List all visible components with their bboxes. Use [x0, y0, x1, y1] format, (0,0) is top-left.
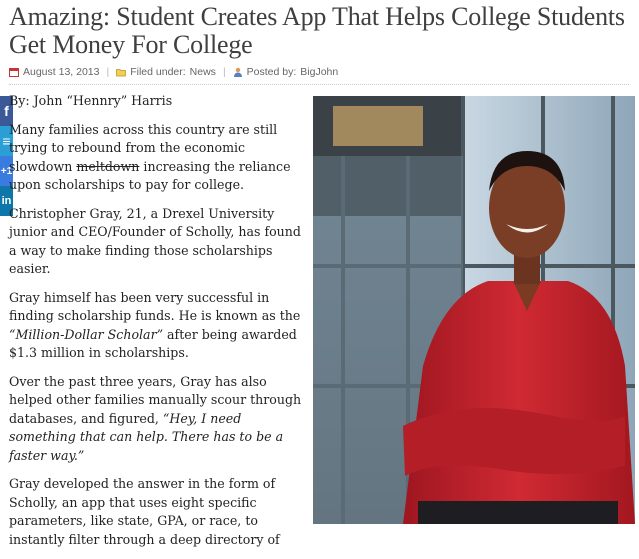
- calendar-icon: [9, 67, 19, 77]
- byline: By: John “Hennry” Harris: [9, 93, 173, 108]
- linkedin-icon: in: [1, 195, 12, 207]
- user-icon: [233, 67, 243, 77]
- struck-word: meltdown: [76, 158, 140, 174]
- facebook-icon: f: [4, 103, 9, 119]
- post-meta: [9, 66, 338, 78]
- paragraph: Christopher Gray, 21, a Drexel University junior and CEO/Founder of Scholly, has found a way to make finding those scholarships easier.: [9, 205, 301, 276]
- category-link[interactable]: News: [189, 66, 216, 78]
- article-body: [9, 92, 307, 559]
- article-title[interactable]: Amazing: Student Creates App That Helps College Students Get Money For College: [9, 2, 625, 59]
- paragraph: Many families across this country are still trying to rebound from the economic slowdown meltdown increasing the reliance upon scholarships to pay for college.: [9, 121, 291, 192]
- quote: “Hey, I need something that can help. There has to be a faster way.”: [9, 410, 284, 463]
- post-date: August 13, 2013: [23, 66, 100, 78]
- article-photo: [313, 96, 635, 524]
- student-photo-illustration: [313, 96, 635, 524]
- filed-under-label: Filed under:: [130, 66, 186, 78]
- meta-separator: |: [106, 66, 110, 78]
- paragraph: Gray himself has been very successful in finding scholarship funds. He is known as the “Million-Dollar Scholar” after being awarded $1.3 million in scholarships.: [9, 289, 301, 360]
- meta-divider: [9, 84, 629, 85]
- meta-separator: |: [222, 66, 226, 78]
- share-icon: ≡: [2, 133, 11, 149]
- author-link[interactable]: BigJohn: [300, 66, 339, 78]
- posted-by-label: Posted by:: [246, 66, 297, 78]
- folder-icon: [116, 67, 126, 77]
- paragraph: Gray developed the answer in the form of Scholly, an app that uses eight specific parameters, like state, GPA, or race, to instantly filter through a deep directory of: [9, 476, 280, 547]
- quote: “Million-Dollar Scholar”: [9, 326, 164, 342]
- google-plus-icon: +1: [0, 165, 13, 177]
- paragraph: Over the past three years, Gray has also helped other families manually scour through databases, and figured, “Hey, I need something that can help. There has to be a faster way.”: [9, 373, 302, 463]
